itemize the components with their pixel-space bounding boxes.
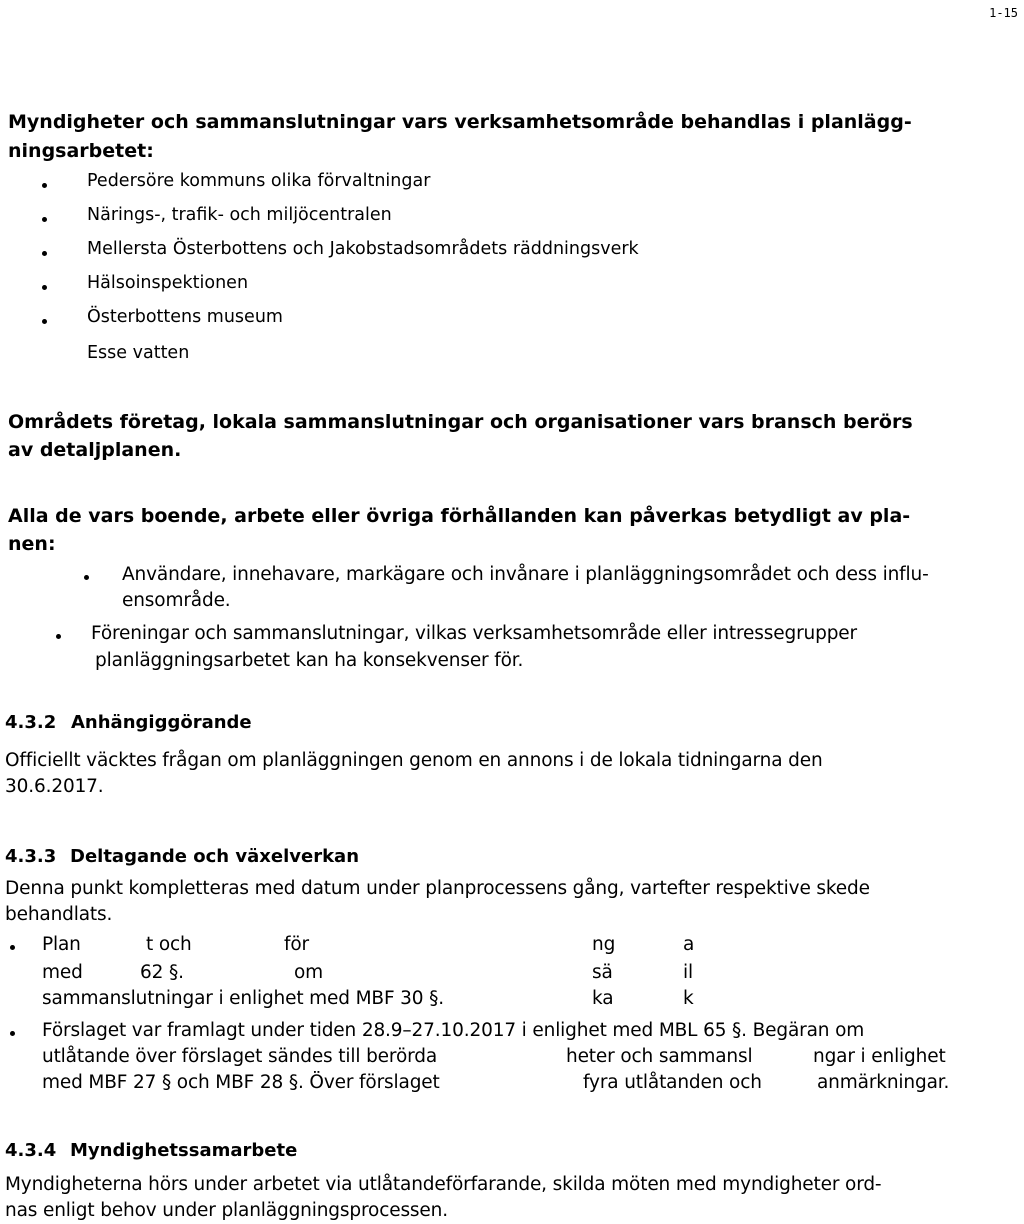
- text-fragment: fyra utlåtanden och: [583, 1072, 762, 1093]
- companies-heading-line2: av detaljplanen.: [8, 439, 182, 461]
- affected-item-line1: Föreningar och sammanslutningar, vilkas verksamhetsområde eller intressegrupper: [91, 623, 857, 644]
- text-fragment: 62 §.: [140, 962, 184, 983]
- bullet-icon: [42, 217, 47, 222]
- bullet-icon: [42, 285, 47, 290]
- authorities-heading-line1: Myndigheter och sammanslutningar vars verksamhetsområde behandlas i planlägg-: [8, 111, 912, 133]
- text-fragment: ngar i enlighet: [813, 1046, 946, 1067]
- bullet-icon: [10, 1031, 15, 1036]
- authority-item: Mellersta Österbottens och Jakobstadsområdets räddningsverk: [87, 239, 639, 259]
- section-number: 4.3.4: [5, 1140, 57, 1161]
- text-fragment: Plan: [42, 934, 81, 955]
- affected-heading-line1: Alla de vars boende, arbete eller övriga förhållanden kan påverkas betydligt av pla-: [8, 505, 911, 527]
- bullet-icon: [42, 319, 47, 324]
- text-fragment: il: [683, 962, 693, 983]
- section-paragraph-line: Denna punkt kompletteras med datum under planprocessens gång, vartefter respektive skede: [5, 878, 870, 899]
- bullet-icon: [10, 945, 15, 950]
- text-fragment: heter och sammansl: [566, 1046, 753, 1067]
- text-fragment: ng: [592, 934, 616, 955]
- affected-item-line1: Användare, innehavare, markägare och invånare i planläggningsområdet och dess influ-: [122, 564, 929, 585]
- section-number: 4.3.3: [5, 846, 57, 867]
- authority-item: Närings-, trafik- och miljöcentralen: [87, 205, 392, 225]
- text-fragment: k: [683, 988, 694, 1009]
- authority-item: Hälsoinspektionen: [87, 273, 249, 293]
- section-title: Anhängiggörande: [71, 712, 252, 733]
- text-fragment: t och: [146, 934, 192, 955]
- authority-item: Pedersöre kommuns olika förvaltningar: [87, 171, 431, 191]
- text-fragment: med MBF 27 § och MBF 28 §. Över förslaget: [42, 1072, 440, 1093]
- text-fragment: sä: [592, 962, 613, 983]
- section-paragraph-line: Myndigheterna hörs under arbetet via utlåtandeförfarande, skilda möten med myndigheter ord-: [5, 1174, 882, 1195]
- text-fragment: med: [42, 962, 83, 983]
- section-title: Myndighetssamarbete: [70, 1140, 298, 1161]
- bullet-icon: [42, 183, 47, 188]
- authority-item: Esse vatten: [87, 343, 190, 363]
- text-fragment: för: [284, 934, 309, 955]
- affected-item-line2: planläggningsarbetet kan ha konsekvenser för.: [95, 650, 524, 671]
- text-line: Förslaget var framlagt under tiden 28.9–27.10.2017 i enlighet med MBL 65 §. Begäran om: [42, 1020, 865, 1041]
- section-paragraph-line: nas enligt behov under planläggningsprocessen.: [5, 1200, 448, 1221]
- page-number: 1-15: [989, 6, 1018, 20]
- authority-item: Österbottens museum: [87, 307, 283, 327]
- authorities-heading-line2: ningsarbetet:: [8, 140, 154, 162]
- section-number: 4.3.2: [5, 712, 57, 733]
- section-paragraph-line: behandlats.: [5, 904, 113, 925]
- text-fragment: ka: [592, 988, 614, 1009]
- text-fragment: anmärkningar.: [817, 1072, 950, 1093]
- text-fragment: a: [683, 934, 695, 955]
- affected-item-line2: ensområde.: [122, 590, 231, 611]
- section-title: Deltagande och växelverkan: [70, 846, 360, 867]
- text-fragment: sammanslutningar i enlighet med MBF 30 §.: [42, 988, 444, 1009]
- bullet-icon: [56, 634, 61, 639]
- section-paragraph-line: 30.6.2017.: [5, 776, 104, 797]
- text-fragment: utlåtande över förslaget sändes till berörda: [42, 1046, 438, 1067]
- companies-heading-line1: Områdets företag, lokala sammanslutningar och organisationer vars bransch berörs: [8, 411, 913, 433]
- affected-heading-line2: nen:: [8, 533, 56, 555]
- section-paragraph-line: Officiellt väcktes frågan om planläggningen genom en annons i de lokala tidningarna den: [5, 750, 823, 771]
- bullet-icon: [84, 575, 89, 580]
- text-fragment: om: [294, 962, 324, 983]
- bullet-icon: [42, 251, 47, 256]
